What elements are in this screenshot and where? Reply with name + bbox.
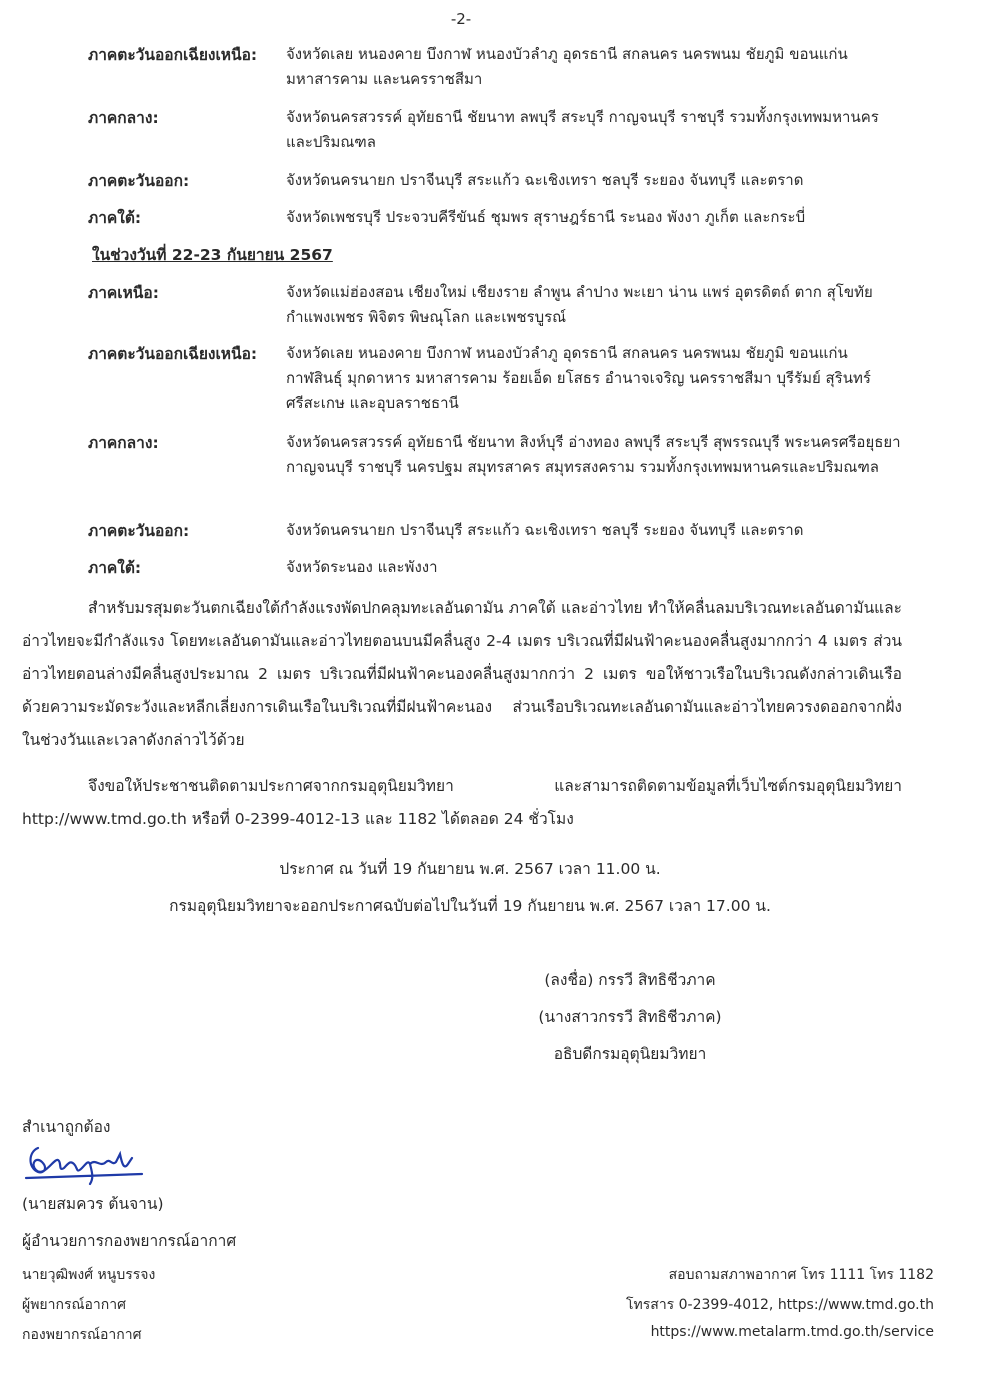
certified-copy-label: สำเนาถูกต้อง [22,1118,111,1136]
region-label: ภาคตะวันออก: [88,172,190,190]
region-provinces: จังหวัดแม่ฮ่องสอน เชียงใหม่ เชียงราย ลำพูน ลำปาง พะเยา น่าน แพร่ อุตรดิตถ์ ตาก สุโขทัย กำแพงเพชร พิจิตร พิษณุโลก และเพชรบูรณ์ [286,283,873,326]
contact-fax-web: โทรสาร 0-2399-4012, https://www.tmd.go.th [626,1297,934,1313]
region-provinces: จังหวัดนครนายก ปราจีนบุรี สระแก้ว ฉะเชิงเทรา ชลบุรี ระยอง จันทบุรี และตราด [286,171,804,189]
forecaster-division: กองพยากรณ์อากาศ [22,1327,142,1343]
signed-line: (ลงชื่อ) กรรวี สิทธิชีวภาค [544,971,716,989]
page-number: -2- [450,10,472,28]
handwritten-signature [24,1138,144,1186]
region-provinces: จังหวัดระนอง และพังงา [286,558,438,576]
region-label: ภาคเหนือ: [88,284,159,302]
signatory-name: (นางสาวกรรวี สิทธิชีวภาค) [538,1008,722,1026]
region-provinces: จังหวัดเลย หนองคาย บึงกาฬ หนองบัวลำภู อุดรธานี สกลนคร นครพนม ชัยภูมิ ขอนแก่น กาฬสินธุ์ มุกดาหาร มหาสารคาม ร้อยเอ็ด ยโสธร อำนาจเจริญ นครราชสีมา บุรีรัมย์ สุรินทร์ ศรีสะเกษ และอุบลราชธานี [286,344,871,412]
region-provinces: จังหวัดเลย หนองคาย บึงกาฬ หนองบัวลำภู อุดรธานี สกลนคร นครพนม ชัยภูมิ ขอนแก่น มหาสารคาม และนครราชสีมา [286,45,848,88]
announce-date: ประกาศ ณ วันที่ 19 กันยายน พ.ศ. 2567 เวลา 11.00 น. [279,860,661,878]
region-label: ภาคกลาง: [88,109,159,127]
follow-paragraph [22,770,902,836]
wave-warning-text: สำหรับมรสุมตะวันตกเฉียงใต้กำลังแรงพัดปกคลุมทะเลอันดามัน ภาคใต้ และอ่าวไทย ทำให้คลื่นลมบริเวณทะเลอันดามันและอ่าวไทยจะมีกำลังแรง โดยทะเลอันดามันและอ่าวไทยตอนบนมีคลื่นสูง 2-4 เมตร บริเวณที่มีฝนฟ้าคะนองคลื่นสูงมากกว่า 4 เมตร ส่วนอ่าวไทยตอนล่างมีคลื่นสูงประมาณ 2 เมตร บริเวณที่มีฝนฟ้าคะนองคลื่นสูงมากกว่า 2 เมตร ขอให้ชาวเรือในบริเวณดังกล่าวเดินเรือด้วยความระมัดระวังและหลีกเลี่ยงการเดินเรือในบริเวณที่มีฝนฟ้าคะนอง ส่วนเรือบริเวณทะเลอันดามันและอ่าวไทยควรงดออกจากฝั่งในช่วงวันและเวลาดังกล่าวไว้ด้วย [22,599,902,749]
period-heading: ในช่วงวันที่ 22-23 กันยายน 2567 [92,246,333,264]
follow-text: จึงขอให้ประชาชนติดตามประกาศจากกรมอุตุนิยมวิทยา และสามารถติดตามข้อมูลที่เว็บไซต์กรมอุตุนิยมวิทยา http://www.tmd.go.th หรือที่ 0-2399-4012-13 และ 1182 ได้ตลอด 24 ชั่วโมง [22,777,902,828]
certifier-position: ผู้อำนวยการกองพยากรณ์อากาศ [22,1232,237,1250]
region-label: ภาคตะวันออกเฉียงเหนือ: [88,46,258,64]
region-label: ภาคตะวันออกเฉียงเหนือ: [88,345,258,363]
region-label: ภาคตะวันออก: [88,522,190,540]
region-provinces: จังหวัดนครสวรรค์ อุทัยธานี ชัยนาท ลพบุรี สระบุรี กาญจนบุรี ราชบุรี รวมทั้งกรุงเทพมหานครและปริมณฑล [286,108,879,151]
forecaster-title: ผู้พยากรณ์อากาศ [22,1297,126,1313]
region-label: ภาคใต้: [88,209,142,227]
region-label: ภาคใต้: [88,559,142,577]
signatory-position: อธิบดีกรมอุตุนิยมวิทยา [553,1045,707,1063]
contact-phone: สอบถามสภาพอากาศ โทร 1111 โทร 1182 [668,1267,934,1283]
region-provinces: จังหวัดเพชรบุรี ประจวบคีรีขันธ์ ชุมพร สุราษฎร์ธานี ระนอง พังงา ภูเก็ต และกระบี่ [286,208,806,226]
next-issue-notice: กรมอุตุนิยมวิทยาจะออกประกาศฉบับต่อไปในวันที่ 19 กันยายน พ.ศ. 2567 เวลา 17.00 น. [169,897,771,915]
contact-service-url: https://www.metalarm.tmd.go.th/service [650,1324,934,1340]
certifier-name: (นายสมควร ต้นจาน) [22,1195,164,1213]
region-label: ภาคกลาง: [88,434,159,452]
region-provinces: จังหวัดนครนายก ปราจีนบุรี สระแก้ว ฉะเชิงเทรา ชลบุรี ระยอง จันทบุรี และตราด [286,521,804,539]
wave-warning-paragraph [22,592,902,757]
forecaster-name: นายวุฒิพงศ์ หนูบรรจง [22,1267,156,1283]
region-provinces: จังหวัดนครสวรรค์ อุทัยธานี ชัยนาท สิงห์บุรี อ่างทอง ลพบุรี สระบุรี สุพรรณบุรี พระนครศรีอยุธยา กาญจนบุรี ราชบุรี นครปฐม สมุทรสาคร สมุทรสงคราม รวมทั้งกรุงเทพมหานครและปริมณฑล [286,433,901,476]
